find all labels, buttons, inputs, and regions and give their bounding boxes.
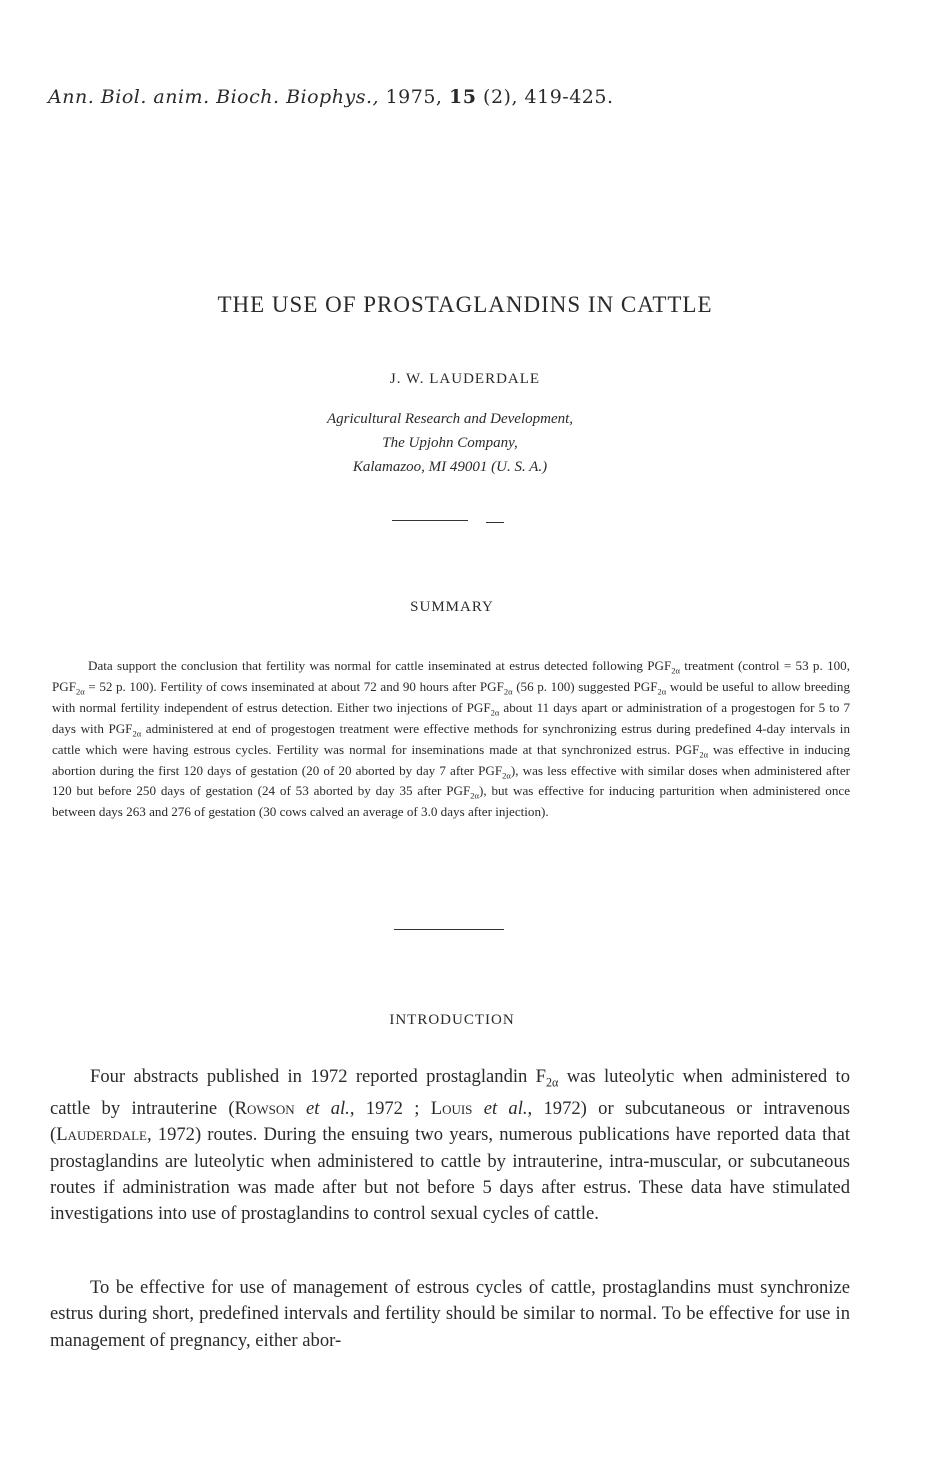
summary-text: Data support the conclusion that fertility was normal for cattle inseminated at estrus detected following $PGF_{2\alpha}$ treatment (control = 53 p. 100, $PGF_{2\alpha} = 52$ p. 100). Fertility of cows inseminated at about 72 and 90 hours after $PGF_{2\alpha}$ (56 p. 100) suggested $PGF_{2\alpha}$ would be useful to allow breeding with normal fertility independent of estrus detection. Either two injections of $PGF_{2\alpha}$ about 11 days apart or administration of a progestogen for 5 to 7 days with $PGF_{2\alpha}$ administered at end of progestogen treatment were effective methods for synchronizing estrus during predefined 4-day intervals in cattle which were having estrous cycles. Fertility was normal for inseminations made at that synchronized estrus. $PGF_{2\alpha}$ was effective in inducing abortion during the first 120 days of gestation (20 of 20 aborted by day 7 after $PGF_{2\alpha}$), was less effective with similar doses when administered after 120 but before 250 days of gestation (24 of 53 aborted by day 35 after $PGF_{2\alpha}$), but was effective for inducing parturition when administered once between days 263 and 276 of gestation (30 cows calved an average of 3.0 days after injection). bbox=[52, 658, 851, 820]
affiliation-line-1: Agricultural Research and Development, bbox=[326, 411, 574, 427]
affiliation-line-3: Kalamazoo, MI 49001 (U. S. A.) bbox=[352, 459, 548, 475]
separator-rule-2 bbox=[394, 929, 504, 930]
author: J. W. LAUDERDALE bbox=[389, 371, 541, 387]
journal-name: Ann. Biol. anim. Bioch. Biophys., bbox=[48, 86, 380, 108]
citation bbox=[48, 86, 614, 108]
citation-volume: 15 bbox=[449, 86, 477, 108]
summary-heading: SUMMARY bbox=[410, 599, 494, 615]
separator-rule-short bbox=[486, 522, 504, 523]
introduction-heading: INTRODUCTION bbox=[389, 1012, 515, 1028]
citation-issue-pages: (2), 419-425. bbox=[483, 86, 614, 108]
introduction-paragraph-1: Four abstracts published in 1972 reported prostaglandin $F_{2\alpha}$ was luteolytic when administered to cattle by intrauterine (Rowson et al., 1972 ; Louis et al., 1972) or subcutaneous or intravenous (Lauderdale, 1972) routes. During the ensuing two years, numerous publications have reported data that prostaglandins are luteolytic when administered to cattle by intrauterine, intra-muscular, or subcutaneous routes if administration was made after but not before 5 days after estrus. These data have stimulated investigations into use of prostaglandins to control sexual cycles of cattle. bbox=[50, 1066, 851, 1225]
paper-title: THE USE OF PROSTAGLANDINS IN CATTLE bbox=[217, 292, 713, 317]
separator-rule bbox=[392, 520, 468, 521]
citation-year: 1975, bbox=[385, 86, 443, 108]
introduction-paragraph-2: To be effective for use of management of estrous cycles of cattle, prostaglandins must synchronize estrus during short, predefined intervals and fertility should be similar to normal. To be effective for use in management of pregnancy, either abor- bbox=[50, 1277, 850, 1351]
affiliation-line-2: The Upjohn Company, bbox=[382, 435, 518, 451]
